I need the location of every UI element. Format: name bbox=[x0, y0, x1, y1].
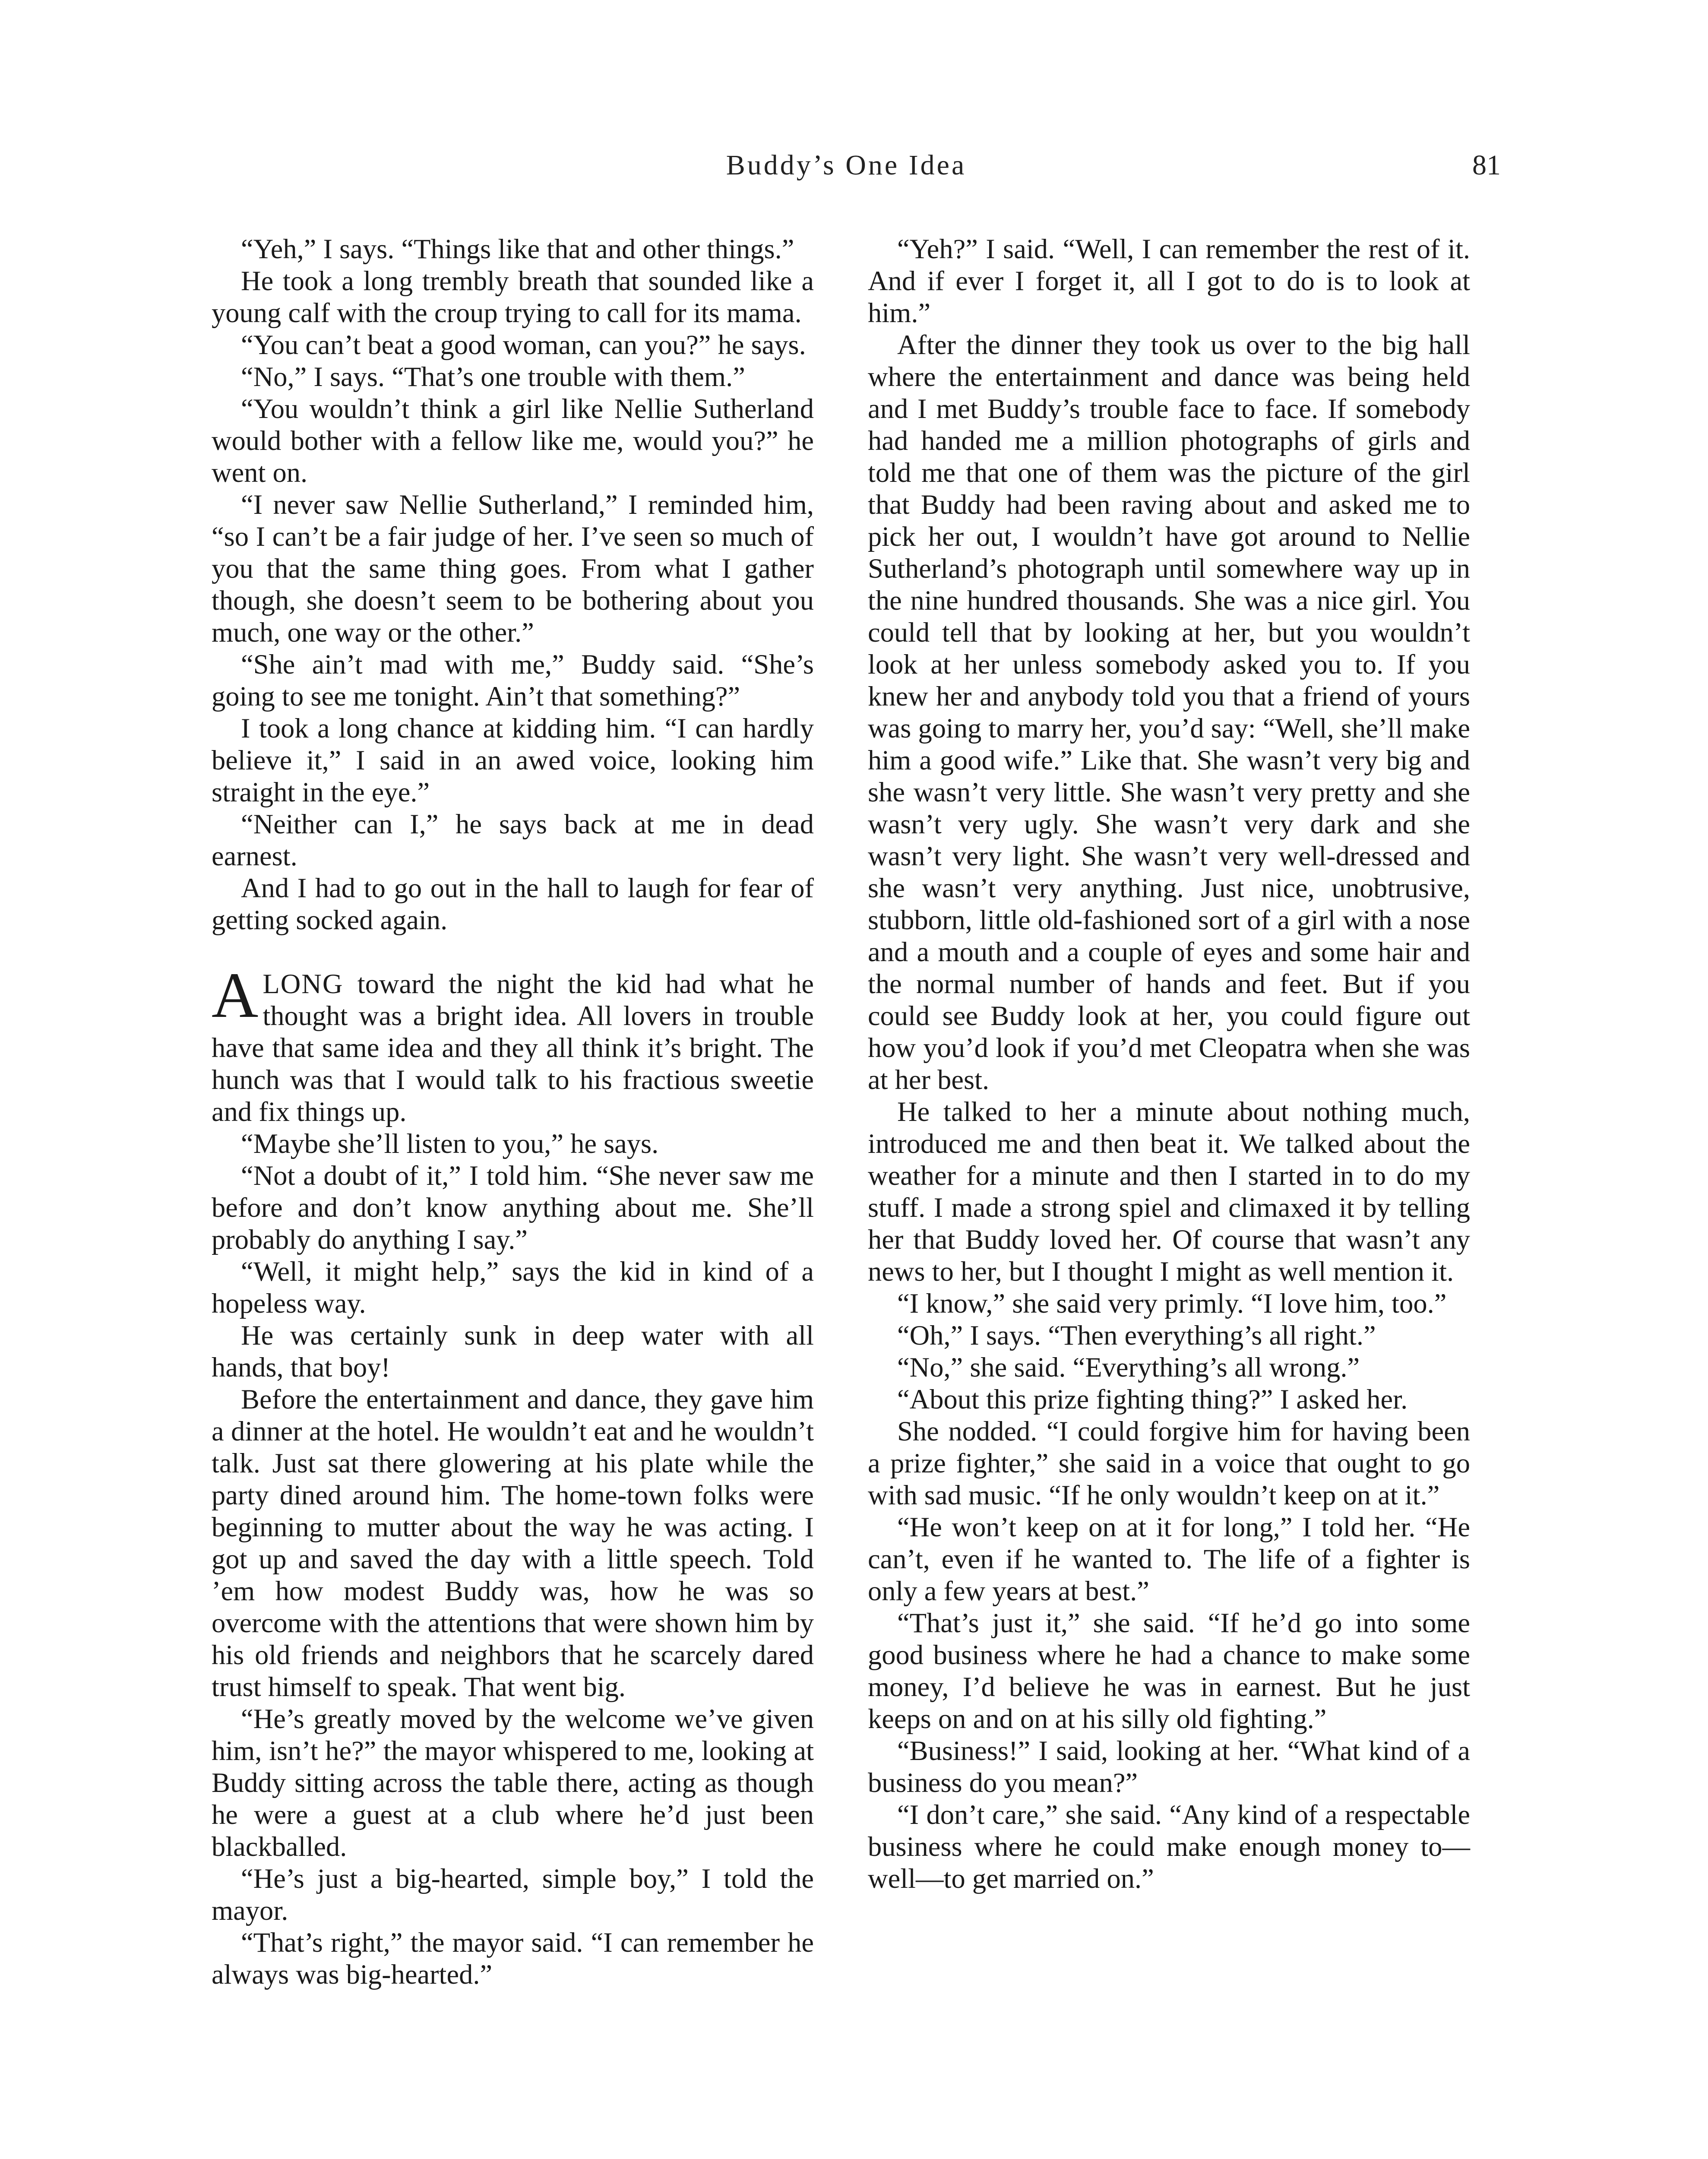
paragraph: Before the entertainment and dance, they gave him a dinner at the hotel. He wouldn’t eat and he wouldn’t talk. Just sat there glowering at his plate while the party dined around him. The home-town folks were beginning to mutter about the way he was acting. I got up and saved the day with a little speech. Told ’em how modest Buddy was, how he was so overcome with the attentions that were shown him by his old friends and neighbors that he scarcely dared trust himself to speak. That went big. bbox=[212, 1384, 814, 1702]
paragraph: He was certainly sunk in deep water with all hands, that boy! bbox=[212, 1320, 814, 1383]
paragraph: “She ain’t mad with me,” Buddy said. “She’s going to see me tonight. Ain’t that something?” bbox=[212, 649, 814, 712]
paragraph: “Oh,” I says. “Then everything’s all right.” bbox=[897, 1320, 1376, 1351]
paragraph: “No,” she said. “Everything’s all wrong.” bbox=[897, 1352, 1360, 1383]
paragraph: “Business!” I said, looking at her. “What kind of a business do you mean?” bbox=[868, 1735, 1470, 1798]
paragraph: “That’s right,” the mayor said. “I can remember he always was big-hearted.” bbox=[212, 1927, 814, 1990]
paragraph: “You can’t beat a good woman, can you?” he says. bbox=[241, 329, 806, 360]
paragraph: “I don’t care,” she said. “Any kind of a respectable business where he could make enough money to—well—to get married on.” bbox=[868, 1799, 1470, 1894]
paragraph: He talked to her a minute about nothing much, introduced me and then beat it. We talked about the weather for a minute and then I started in to do my stuff. I made a strong spiel and climaxed it by telling her that Buddy loved her. Of course that wasn’t any news to her, but I thought I might as well mention it. bbox=[868, 1096, 1470, 1287]
paragraph: “Maybe she’ll listen to you,” he says. bbox=[241, 1128, 659, 1159]
page-number: 81 bbox=[1472, 149, 1501, 181]
paragraph: She nodded. “I could forgive him for having been a prize fighter,” she said in a voice that ought to go with sad music. “If he only wouldn’t keep on at it.” bbox=[868, 1416, 1470, 1510]
paragraph: “Neither can I,” he says back at me in dead earnest. bbox=[212, 809, 814, 871]
paragraph: I took a long chance at kidding him. “I can hardly believe it,” I said in an awed voice, looking him straight in the eye.” bbox=[212, 713, 814, 807]
paragraph: “Well, it might help,” says the kid in kind of a hopeless way. bbox=[212, 1256, 814, 1319]
section-opening-text: toward the night the kid had what he thought was a bright idea. All lovers in trouble have that same idea and they all think it’s bright. The hunch was that I would talk to his fractious sweetie and fix things up. bbox=[212, 969, 814, 1127]
paragraph: “Yeh?” I said. “Well, I can remember the rest of it. And if ever I forget it, all I got to do is to look at him.” bbox=[868, 234, 1470, 328]
section-opening-paragraph bbox=[212, 959, 814, 1128]
running-title: Buddy’s One Idea bbox=[726, 149, 967, 181]
right-column bbox=[868, 233, 1470, 1895]
paragraph: And I had to go out in the hall to laugh for fear of getting socked again. bbox=[212, 873, 814, 935]
paragraph: “That’s just it,” she said. “If he’d go into some good business where he had a chance to make some money, I’d believe he was in earnest. But he just keeps on and on at his silly old fighting.” bbox=[868, 1608, 1470, 1734]
paragraph: “No,” I says. “That’s one trouble with them.” bbox=[241, 361, 745, 392]
small-caps-lead: LONG bbox=[263, 969, 344, 999]
left-column bbox=[212, 233, 814, 1991]
paragraph: “He won’t keep on at it for long,” I told her. “He can’t, even if he wanted to. The life of a fighter is only a few years at best.” bbox=[868, 1512, 1470, 1606]
paragraph: After the dinner they took us over to the big hall where the entertainment and dance was being held and I met Buddy’s trouble face to face. If somebody had handed me a million photographs of girls and told me that one of them was the picture of the girl that Buddy had been raving about and asked me to pick her out, I wouldn’t have got around to Nellie Sutherland’s photograph until somewhere way up in the nine hundred thousands. She was a nice girl. You could tell that by looking at her, but you wouldn’t look at her unless somebody asked you to. If you knew her and anybody told you that a friend of yours was going to marry her, you’d say: “Well, she’ll make him a good wife.” Like that. She wasn’t very big and she wasn’t very little. She wasn’t very pretty and she wasn’t very ugly. She wasn’t very dark and she wasn’t very light. She wasn’t very well-dressed and she wasn’t very anything. Just nice, unobtrusive, stubborn, little old-fashioned sort of a girl with a nose and a mouth and a couple of eyes and some hair and the normal number of hands and feet. But if you could see Buddy look at her, you could figure out how you’d look if you’d met Cleopatra when she was at her best. bbox=[868, 329, 1470, 1095]
paragraph: “He’s just a big-hearted, simple boy,” I told the mayor. bbox=[212, 1863, 814, 1926]
paragraph: “I know,” she said very primly. “I love him, too.” bbox=[897, 1288, 1447, 1319]
paragraph: “You wouldn’t think a girl like Nellie Sutherland would bother with a fellow like me, would you?” he went on. bbox=[212, 393, 814, 488]
paragraph: “He’s greatly moved by the welcome we’ve given him, isn’t he?” the mayor whispered to me, looking at Buddy sitting across the table there, acting as though he were a guest at a club where he’d just been blackballed. bbox=[212, 1703, 814, 1862]
paragraph: “I never saw Nellie Sutherland,” I reminded him, “so I can’t be a fair judge of her. I’ve seen so much of you that the same thing goes. From what I gather though, she doesn’t seem to be bothering about you much, one way or the other.” bbox=[212, 489, 814, 648]
paragraph: “Not a doubt of it,” I told him. “She never saw me before and don’t know anything about me. She’ll probably do anything I say.” bbox=[212, 1160, 814, 1255]
paragraph: He took a long trembly breath that sounded like a young calf with the croup trying to call for its mama. bbox=[212, 266, 814, 328]
paragraph: “About this prize fighting thing?” I asked her. bbox=[897, 1384, 1408, 1415]
paragraph: “Yeh,” I says. “Things like that and other things.” bbox=[241, 234, 794, 264]
drop-cap: A bbox=[212, 959, 259, 1031]
